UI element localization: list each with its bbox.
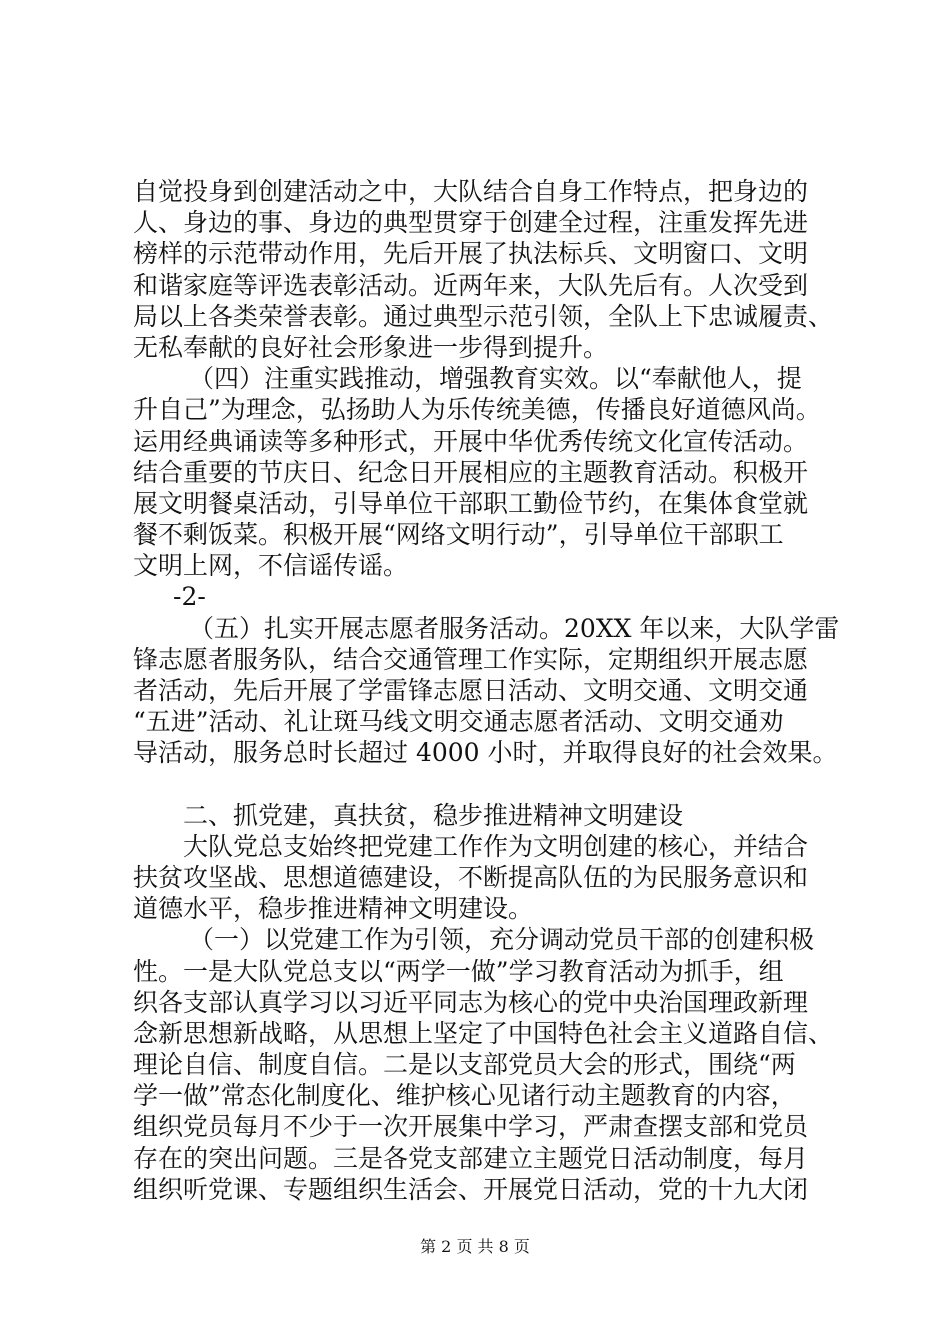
text-line: 文明上网，不信谣传谣。: [133, 551, 409, 581]
section-heading: 二、抓党建，真扶贫，稳步推进精神文明建设: [183, 800, 684, 830]
inline-page-number: -2-: [173, 582, 206, 612]
text-line: （四）注重实践推动，增强教育实效。以“奉献他人，提: [189, 364, 802, 394]
text-line: 学一做”常态化制度化、维护核心见诸行动主题教育的内容，: [133, 1081, 796, 1111]
text-line: 榜样的示范带动作用，先后开展了执法标兵、文明窗口、文明: [133, 239, 809, 269]
text-line: 自觉投身到创建活动之中，大队结合自身工作特点，把身边的: [133, 177, 809, 206]
text-line: 理论自信、制度自信。二是以支部党员大会的形式，围绕“两: [133, 1050, 796, 1080]
paragraph-section-4: [133, 363, 823, 581]
text-line: 道德水平，稳步推进精神文明建设。: [133, 894, 534, 924]
text-line: 无私奉献的良好社会形象进一步得到提升。: [133, 332, 609, 362]
text-line: （五）扎实开展志愿者服务活动。20XX 年以来，大队学雷: [189, 613, 840, 643]
text-line: 展文明餐桌活动，引导单位干部职工勤俭节约，在集体食堂就: [133, 488, 809, 518]
text-line: 结合重要的节庆日、纪念日开展相应的主题教育活动。积极开: [133, 457, 809, 487]
paragraph-continuation: [133, 176, 834, 363]
text-line: 者活动，先后开展了学雷锋志愿日活动、文明交通、文明交通: [133, 676, 809, 705]
paragraph-section-5: [133, 613, 840, 769]
text-line: 人、身边的事、身边的典型贯穿于创建全过程，注重发挥先进: [133, 208, 809, 238]
text-line: 和谐家庭等评选表彰活动。近两年来，大队先后有。人次受到: [133, 270, 809, 300]
text-line: （一）以党建工作为引领，充分调动党员干部的创建积极: [189, 925, 815, 955]
text-line: 性。一是大队党总支以“两学一做”学习教育活动为抓手，组: [133, 956, 784, 986]
text-line: 餐不剩饭菜。积极开展“网络文明行动”，引导单位干部职工: [133, 520, 784, 550]
text-line: 锋志愿者服务队，结合交通管理工作实际，定期组织开展志愿: [133, 644, 809, 674]
text-line: 大队党总支始终把党建工作作为文明创建的核心，并结合: [183, 831, 809, 861]
text-line: 局以上各类荣誉表彰。通过典型示范引领，全队上下忠诚履责、: [133, 301, 834, 331]
paragraph-gap: [133, 769, 823, 800]
text-line: “五进”活动、礼让斑马线文明交通志愿者活动、文明交通劝: [133, 707, 784, 737]
text-line: 存在的突出问题。三是各党支部建立主题党日活动制度，每月: [133, 1143, 809, 1173]
paragraph-intro: [133, 831, 823, 925]
paragraph-subsection-1: [133, 924, 834, 1205]
text-line: 扶贫攻坚战、思想道德建设，不断提高队伍的为民服务意识和: [133, 862, 809, 892]
page-footer: 第 2 页 共 8 页: [420, 1237, 530, 1256]
text-line: 导活动，服务总时长超过 4000 小时，并取得良好的社会效果。: [133, 738, 838, 768]
text-line: 念新思想新战略，从思想上坚定了中国特色社会主义道路自信、: [133, 1018, 834, 1048]
text-line: 组织听党课、专题组织生活会、开展党日活动，党的十九大闭: [133, 1174, 809, 1204]
text-line: 织各支部认真学习以习近平同志为核心的党中央治国理政新理: [133, 987, 809, 1017]
text-line: 组织党员每月不少于一次开展集中学习，严肃查摆支部和党员: [133, 1112, 809, 1142]
text-line: 运用经典诵读等多种形式，开展中华优秀传统文化宣传活动。: [133, 426, 809, 456]
document-body: [133, 176, 840, 1205]
text-line: 升自己”为理念，弘扬助人为乐传统美德，传播良好道德风尚。: [133, 395, 821, 425]
